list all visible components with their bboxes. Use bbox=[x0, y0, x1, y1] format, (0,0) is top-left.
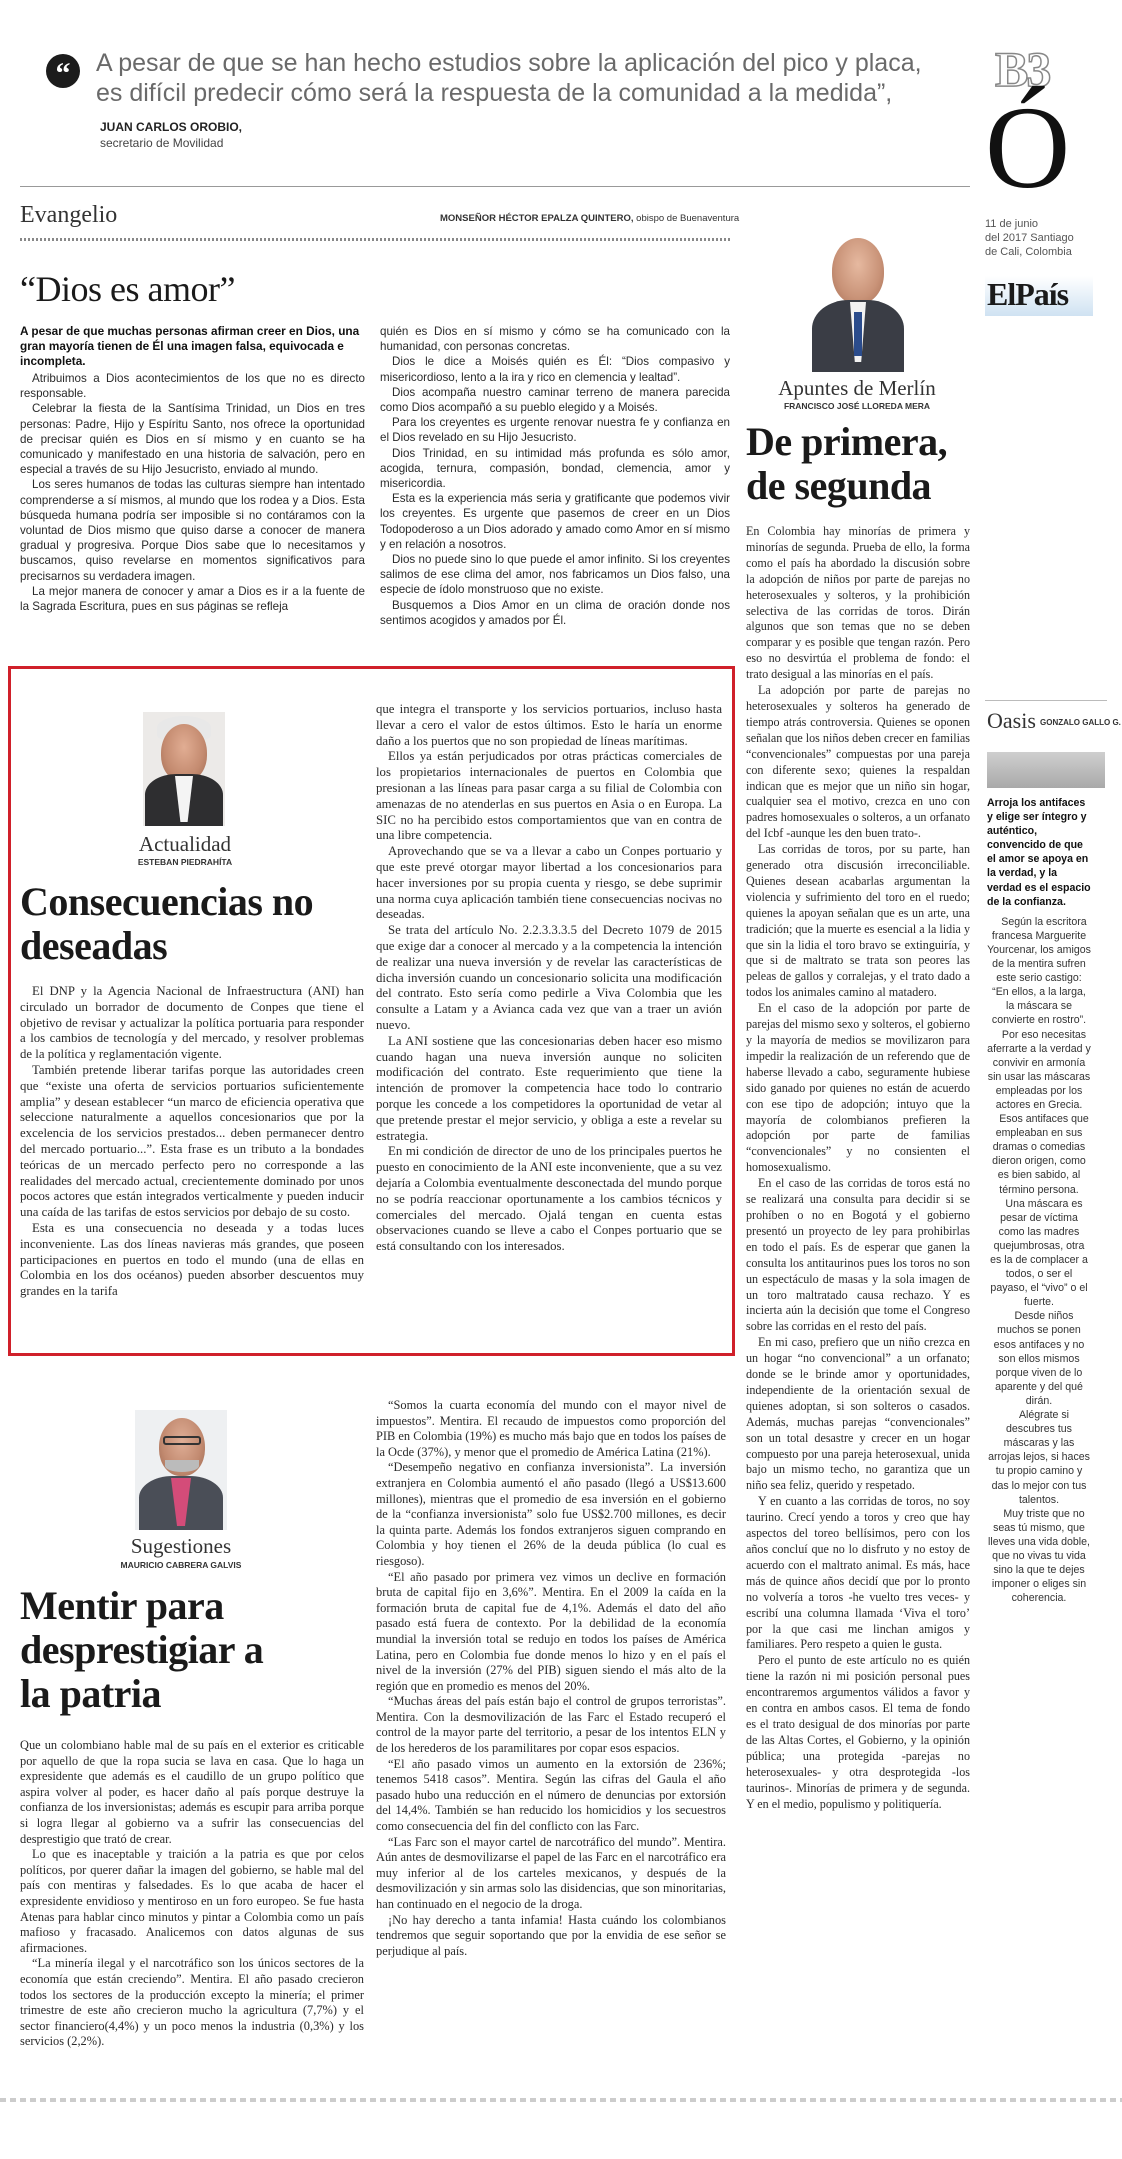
date-line-1: 11 de junio bbox=[985, 218, 1039, 230]
evangelio-paragraph: Celebrar la fiesta de la Santísima Trinidad, un Dios en tres personas: Padre, Hijo y Espíritu Santo, nos ofrece la oportunidad de precisar quién es Dios en sí mismo y en cuanto se ha comunicado y manifestado en una historia de salvación, pero en especial a través de su Hijo Jesucristo, enviado al mundo. bbox=[20, 402, 365, 477]
merlin-paragraph: Las corridas de toros, por su parte, han generado otra discusión irreconciliable. Quienes desean acabarlas argumentan la violencia y sufrimiento del toro en el ruedo; quienes la apoyan señalan que es un arte, una tradición; que la muerte es esencial a la lidia y que sin la lidia el toro bravo se extinguiría, y que si de maltrato se trata son peores las peleas de gallos y corralejas, y el trato dado a todos los animales camino al matadero. bbox=[746, 842, 970, 1000]
actualidad-author-photo bbox=[143, 712, 225, 826]
oasis-paragraph: Una máscara es pesar de víctima como las madres quejumbrosas, otra es la de complacer a todos, o ser el payaso, el “vivo” o el fuerte. bbox=[990, 1197, 1088, 1309]
evangelio-byline bbox=[440, 213, 739, 224]
actualidad-author: ESTEBAN PIEDRAHÍTA bbox=[137, 857, 233, 867]
sugestiones-paragraph: “Las Farc son el mayor cartel de narcotráfico del mundo”. Mentira. Aún antes de desmovilizarse el papel de las Farc en el narcotráfico era muy inferior al de los carteles mexicanos, y después de la desmovilización y sin armas solo las disidencias, que son minoritarias, han continuado en el negocio de la droga. bbox=[376, 1834, 726, 1911]
sugestiones-paragraph: ¡No hay derecho a tanta infamia! Hasta cuándo los colombianos tendremos que seguir soportando que por la envidia de ese señor se perjudique al país. bbox=[376, 1912, 726, 1958]
sugestiones-col-2 bbox=[376, 1398, 726, 1959]
section-letter: Ó bbox=[985, 82, 1071, 213]
quote-mark-icon: “ bbox=[46, 54, 80, 88]
evangelio-paragraph: Esta es la experiencia más seria y gratificante que podemos vivir los creyentes. Es urgente que pasemos de creer en un Dios Todopoderoso a un Dios adorado y amado como Amor en sí mismo y en relación a nosotros. bbox=[380, 492, 730, 551]
merlin-paragraph: Pero el punto de este artículo no es quién tiene la razón ni mi posición personal pues encontraremos argumentos válidos a favor y en contra en ambos casos. El tema de fondo es el trato desigual de dos minorías por parte de las Altas Cortes, el Gobierno, y la opinión pública; una protegida -parejas no heterosexuales- y otra desprotegida -los taurinos-. Minorías de primera y de segunda. Y en el medio, populismo y politiquería. bbox=[746, 1653, 970, 1811]
quote-role: secretario de Movilidad bbox=[100, 136, 224, 150]
oasis-paragraph: Alégrate si descubres tus máscaras y las arrojas lejos, si haces tu propio camino y das lo mejor con tus talentos. bbox=[988, 1409, 1090, 1506]
header-quote bbox=[46, 48, 966, 158]
actualidad-paragraph: Ellos ya están perjudicados por otras prácticas comerciales de los propietarios internacionales de puertos en Colombia que presionan a las líneas para pasar carga a su filial de Colombia con amenazas de no atenderlas en sus puertos en Asia o en Europa. La SIC no ha percibido estos comportamientos que van en contra de una libre competencia. bbox=[376, 749, 722, 843]
sugestiones-paragraph: “El año pasado vimos un aumento en la extorsión de 236%; tenemos 5418 casos”. Mentira. Según las cifras del Gaula el año pasado hubo una reducción en el número de denuncias por extorsión del 14,4%. También se han reducido los homicidios y los secuestros como consecuencia del fin del conflicto con las Farc. bbox=[376, 1756, 726, 1834]
merlin-column-label: Apuntes de Merlín bbox=[778, 376, 936, 400]
brand-logo bbox=[985, 276, 1093, 316]
actualidad-paragraph: También pretende liberar tarifas porque las autoridades creen que “existe una oferta de servicios portuarios suficientemente amplia” y desean establecer “un marco de eficiencia operativa que seleccione naturalmente a aquellos concesionarios que por la excelencia de los servicios prestados... deben permanecer dentro del mercado portuario...”. Esta frase es un tributo a la bondades teóricas de un mercado perfecto pero no corresponde a las realidades del mercado actual, crecientemente dominado por unos pocos actores que están integrados verticalmente y pueden inducir una caída de las tarifas de estos servicios por debajo de su costo. bbox=[20, 1062, 364, 1220]
merlin-author-photo bbox=[808, 232, 908, 372]
actualidad-paragraph: que integra el transporte y los servicios portuarios, incluso hasta llevar a cero el valor de estos últimos. Esto le haría un enorme daño a los puertos que no son propiedad de líneas marítimas. bbox=[376, 702, 722, 748]
actualidad-paragraph: Se trata del artículo No. 2.2.3.3.3.5 del Decreto 1079 de 2015 que exige dar a conocer al mercado y a la competencia la intención de realizar una nueva inversión y de revelar las características de dicha inversión cuando un concesionario solicita una modificación del contrato. Esto sería como pedirle a Viva Colombia que les consulte a Latam y a Avianca cada vez que van a traer un avión nuevo. bbox=[376, 923, 722, 1032]
sugestiones-title-line-3: la patria bbox=[20, 1671, 162, 1716]
evangelio-col-1 bbox=[20, 324, 365, 614]
oasis-paragraph: Esos antifaces que empleaban en sus dramas o comedias dieron origen, como es bien sabido, al término persona. bbox=[992, 1113, 1089, 1196]
evangelio-paragraph: Atribuimos a Dios acontecimientos de los que no es directo responsable. bbox=[20, 372, 365, 401]
actualidad-col-1 bbox=[20, 984, 364, 1300]
sugestiones-paragraph: “El año pasado por primera vez vimos un declive en formación bruta de capital fijo en 3,6%”. Mentira. En el 2009 la caída en la formación bruta de capital fue de 4,1%. Además el dato del año pasado está fuera de contexto. Por la debilidad de la economía mundial la inversión total se redujo en todos los países de América Latina, pero en Colombia fue donde menos lo hizo y en el país el nivel de la inversión (27% del PIB) siguen siendo el más alto de la región que en promedio es menos del 20%. bbox=[376, 1569, 726, 1693]
evangelio-paragraph: Los seres humanos de todas las culturas siempre han intentado comprenderse a sí mismos, al mundo que los rodea y a Dios. Esta búsqueda humana podría ser imposible si no contáramos con la voluntad de Dios mismo que quiso darse a conocer de manera gradual y progresiva. Porque Dios sabe que lo necesitamos y buscamos, quiso revelarse en momentos significativos para precisarnos su verdadera imagen. bbox=[20, 478, 365, 583]
evangelio-paragraph: Dios no puede sino lo que puede el amor infinito. Si los creyentes salimos de ese clima del amor, nos fabricamos un Dios falso, una especie de ídolo monstruoso que no existe. bbox=[380, 553, 730, 597]
date-line-3: de Cali, Colombia bbox=[985, 246, 1072, 258]
sugestiones-paragraph: “Desempeño negativo en confianza inversionista”. La inversión extranjera en Colombia aumentó el año pasado (llegó a US$13.600 millones), mientras que el promedio de esa inversión en el gobierno de la “confianza inversionista” solo fue US$2.700 millones, es decir la quinta parte. Además los fondos extranjeros siguen comprando en Colombia y hoy tienen el 26% de la deuda pública (lo cual es riesgoso). bbox=[376, 1460, 726, 1568]
sugestiones-paragraph: Que un colombiano hable mal de su país en el exterior es criticable por aquello de que la ropa sucia se lava en casa. Que lo haga un expresidente que además es el caudillo de un grupo político que aspira volver al poder, es hacer daño al país porque destruye la confianza de los inversionistas; además es escupir para arriba porque si logra llegar al gobierno va a sufrir las consecuencias del desprestigio que trató de crear. bbox=[20, 1738, 364, 1846]
sugestiones-paragraph: Lo que es inaceptable y traición a la patria es que por celos políticos, por querer dañar la imagen del gobierno, se hable mal del país con mentiras y falsedades. Es lo que acaba de hacer el expresidente envidioso y mentiroso en un foro europeo. Se fue hasta Atenas para hablar cinco minutos y pintar a Colombia como un país mafioso y fracasado. Analicemos con datos algunas de sus afirmaciones. bbox=[20, 1847, 364, 1955]
actualidad-paragraph: El DNP y la Agencia Nacional de Infraestructura (ANI) han circulado un borrador de documento de Conpes que tiene el objetivo de revisar y actualizar la política portuaria para responder a los cambios de tecnología y del mercado, y resolver problemas de la política y reglamentación vigente. bbox=[20, 984, 364, 1062]
quote-line-1: A pesar de que se han hecho estudios sobre la aplicación del pico y placa, bbox=[96, 49, 922, 77]
section-code: B3 bbox=[995, 41, 1050, 97]
actualidad-paragraph: Aprovechando que se va a llevar a cabo un Conpes portuario y que este prevé otorgar mayor libertad a los concesionarios para hacer inversiones por su propia cuenta y riesgo, se debe suprimir una norma cuya aplicación también tiene consecuencias nocivas no deseadas. bbox=[376, 844, 722, 922]
brand-name: ElPaís bbox=[987, 276, 1069, 312]
actualidad-paragraph: En mi condición de director de uno de los principales puertos he puesto en conocimiento de la ANI este inconveniente, que a su vez dejaría a Colombia eventualmente desconectada del mundo porque no se podría reaccionar oportunamente a los cambios técnicos y comerciales del mercado. Ojalá tengan en cuenta estas observaciones cuando se lleve a cabo el Conpes portuario que se está consultando con los interesados. bbox=[376, 1144, 722, 1254]
merlin-paragraph: En el caso de las corridas de toros está no se realizará una consulta para decidir si se prohíben o no en Bogotá y el gobierno presentó un proyecto de ley para prohibirlas en todo el país. Es de esperar que ganen la consulta los antitaurinos pues los toros no son un espectáculo de masas y la sola imagen de un toro maltratado causa rechazo. Y es incierta aún la decisión que tome el Congreso sobre las corridas en el resto del país. bbox=[746, 1176, 970, 1334]
sugestiones-col-1 bbox=[20, 1738, 364, 2050]
evangelio-divider bbox=[20, 238, 730, 241]
merlin-author: FRANCISCO JOSÉ LLOREDA MERA bbox=[783, 401, 931, 411]
oasis-top-divider bbox=[985, 700, 1107, 701]
actualidad-title-line-2: deseadas bbox=[20, 923, 168, 968]
sugestiones-title-line-2: desprestigiar a bbox=[20, 1627, 264, 1672]
evangelio-paragraph: Para los creyentes es urgente renovar nuestra fe y confianza en el Dios revelado en su Hijo Jesucristo. bbox=[380, 416, 730, 445]
actualidad-paragraph: La ANI sostiene que las concesionarias deben hacer eso mismo cuando hagan una nueva inversión aunque no soliciten modificación del contrato. Este requerimiento que tiene la intención de promover la competencia hace todo lo contrario porque les concede a los competidores la oportunidad de vetar al que pretende prestar el mejor servicio, y obliga a este a revelar su estrategia. bbox=[376, 1033, 722, 1143]
evangelio-paragraph: Busquemos a Dios Amor en un clima de oración donde nos sentimos acogidos y amados por Él. bbox=[380, 598, 730, 627]
merlin-paragraph: En el caso de la adopción por parte de parejas del mismo sexo y solteros, el gobierno y la mayoría de medios se movilizaron para impedir la realización de un referendo que de haberse llevado a cabo, seguramente hubiese sido ganado por quienes no están de acuerdo con ese tipo de adopción; intuyo que la mayoría de colombianos prefieren la adopción por parte de familias “convencionales” y no consienten el homosexualismo. bbox=[746, 1001, 970, 1175]
merlin-title-line-1: De primera, bbox=[746, 419, 948, 464]
oasis-lead: Arroja los antifaces y elige ser íntegro y auténtico, convencido de que el amor se apoya en la verdad, y la verdad es el espacio de la confianza. bbox=[987, 797, 1091, 908]
evangelio-paragraph: Dios Trinidad, en su intimidad más profunda es sólo amor, acogida, ternura, compasión, bondad, clemencia, amor y misericordia. bbox=[380, 446, 730, 491]
sugestiones-column-label: Sugestiones bbox=[130, 1534, 232, 1558]
evangelio-paragraph: Dios le dice a Moisés quién es Él: “Dios compasivo y misericordioso, lento a la ira y rico en clemencia y lealtad”. bbox=[380, 355, 730, 384]
date-line-2: del 2017 Santiago bbox=[985, 232, 1074, 244]
actualidad-paragraph: Esta es una consecuencia no deseada y a todas luces inconveniente. Las dos líneas navieras más grandes, que poseen participaciones en puertos en todo el mundo (una de ellas en Colombia en los dos océanos) pueden absorber descuentos muy grandes en la tarifa bbox=[20, 1220, 364, 1299]
evangelio-col-2 bbox=[380, 324, 730, 628]
sugestiones-title-line-1: Mentir para bbox=[20, 1583, 224, 1628]
sugestiones-author: MAURICIO CABRERA GALVIS bbox=[120, 1560, 242, 1570]
evangelio-paragraph: La mejor manera de conocer y amar a Dios es ir a la fuente de la Sagrada Escritura, pues en sus páginas se refleja bbox=[20, 584, 365, 614]
oasis-author: GONZALO GALLO G. bbox=[1040, 718, 1121, 727]
evangelio-byline-role: obispo de Buenaventura bbox=[636, 213, 740, 224]
evangelio-paragraph: quién es Dios en sí mismo y cómo se ha comunicado con la humanidad, con personas concretas. bbox=[380, 325, 730, 354]
evangelio-title: “Dios es amor” bbox=[20, 269, 235, 309]
section-badge bbox=[985, 40, 1105, 340]
oasis-paragraph: Desde niños muchos se ponen esos antifaces y no son ellos mismos porque viven de lo aparente y del qué dirán. bbox=[993, 1310, 1085, 1407]
merlin-paragraph: Y en cuanto a las corridas de toros, no soy taurino. Crecí yendo a toros y creo que hay aspectos del toreo bellísimos, pero con los años concluí que no lo disfruto y no estoy de acuerdo con el maltrato animal. Es más, hace más de quince años decidí que por lo pronto no volvería a toros -he vuelto tres veces- y escribí una columna llamada ‘Viva el toro’ por la que casi me linchan amigos y familiares. Pero respeto a quien le gusta. bbox=[746, 1494, 970, 1652]
oasis-column-label: Oasis bbox=[987, 708, 1036, 733]
sugestiones-paragraph: “Muchas áreas del país están bajo el control de grupos terroristas”. Mentira. Con la desmovilización de las Farc el Estado recuperó el control de la mayor parte del territorio, a pesar de los intentos ELN y de los herederos de los paramilitares por copar esos espacios. bbox=[376, 1694, 726, 1756]
sugestiones-paragraph: “Somos la cuarta economía del mundo con el mayor nivel de impuestos”. Mentira. El recaudo de impuestos como proporción del PIB en Colombia (19%) es mucho más bajo que en todos los países de la Ocde (37%), y menor que el promedio de América Latina (21%). bbox=[376, 1398, 726, 1459]
sugestiones-paragraph: “La minería ilegal y el narcotráfico son los únicos sectores de la economía que están creciendo”. Mentira. El año pasado crecieron todos los sectores de la producción excepto la minería; el primer trimestre de este año crecieron mucho la agricultura (7,7%) y el sector financiero(4,4%) y un poco menos la industria (0,3%) y los servicios (2,2%). bbox=[20, 1956, 364, 2049]
sugestiones-author-photo bbox=[135, 1410, 227, 1530]
oasis-paragraph: Según la escritora francesa Marguerite Yourcenar, los amigos de la mentira sufren este serio castigo: “En ellos, a la larga, la máscara se convierte en rostro”. bbox=[987, 915, 1091, 1027]
evangelio-section-label: Evangelio bbox=[20, 202, 118, 228]
oasis-body bbox=[987, 796, 1091, 1605]
merlin-body bbox=[746, 524, 970, 1812]
evangelio-paragraph: Dios acompaña nuestro caminar terreno de manera parecida como Dios acompañó a su pueblo elegido y a Moisés. bbox=[380, 385, 730, 415]
actualidad-title-line-1: Consecuencias no bbox=[20, 879, 314, 924]
actualidad-column-label: Actualidad bbox=[138, 832, 232, 856]
merlin-title-line-2: de segunda bbox=[746, 463, 932, 508]
actualidad-col-2 bbox=[376, 702, 722, 1255]
oasis-paragraph: Muy triste que no seas tú mismo, que lleves una vida doble, que no vivas tu vida sino la que te dejes imponer o eliges sin coherencia. bbox=[988, 1507, 1090, 1605]
merlin-paragraph: En Colombia hay minorías de primera y minorías de segunda. Prueba de ello, la forma como el país ha abordado la discusión sobre la adopción de niños por parte de parejas no heterosexuales y solteros, y la prohibición selectiva de las corridas de toros. Dirán algunos que son temas que no se deben comparar y es posible que tengan razón. Pero eso no desvirtúa el problema de fondo: el trato desigual a las minorías en el país. bbox=[746, 524, 970, 682]
header-divider bbox=[20, 186, 970, 187]
evangelio-byline-name: MONSEÑOR HÉCTOR EPALZA QUINTERO, bbox=[440, 213, 634, 224]
quote-line-2: es difícil predecir cómo será la respuesta de la comunidad a la medida”, bbox=[96, 79, 893, 107]
page-bottom-edge bbox=[0, 2098, 1122, 2102]
oasis-paragraph: Por eso necesitas aferrarte a la verdad y convivir en armonía sin usar las máscaras empleadas por los actores en Grecia. bbox=[987, 1028, 1091, 1111]
merlin-paragraph: La adopción por parte de parejas no heterosexuales y solteros ha generado de tiempo atrás controversia. Quienes se oponen señalan que los niños deben crecer en familias “convencionales” compuestas por una pareja con diferente sexo; quienes la respaldan indican que es mejor que un niño sin hogar, cualquier sea el motivo, crezca en uno con padres homosexuales o solteros, a un orfanato del Icbf -aunque les den buen trato-. bbox=[746, 683, 970, 841]
merlin-paragraph: En mi caso, prefiero que un niño crezca en un hogar “no convencional” a un orfanato; donde se le brinde amor y oportunidades, independiente de la orientación sexual de quienes adoptan, si son solteros o casados. Además, muchas parejas “convencionales” son un total desastre y crecer en un hogar compuesto por una pareja heterosexual, unida bajo un mismo techo, no garantiza que un niño sea feliz, querido y respetado. bbox=[746, 1335, 970, 1493]
quote-author: JUAN CARLOS OROBIO, bbox=[100, 120, 243, 134]
evangelio-lead: A pesar de que muchas personas afirman creer en Dios, una gran mayoría tienen de Él una imagen falsa, equivocada e incompleta. bbox=[20, 324, 360, 368]
oasis-banner bbox=[987, 752, 1105, 788]
